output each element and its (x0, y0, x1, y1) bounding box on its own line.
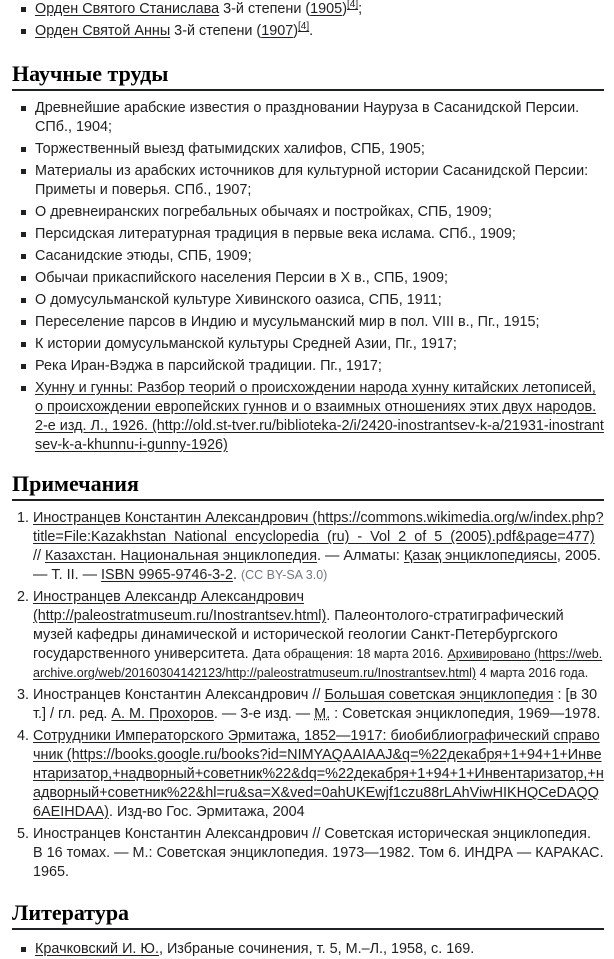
note-text: . (232, 567, 241, 583)
list-item: Обычаи прикаспийского населения Персии в X в., СПБ, 1909; (12, 269, 604, 288)
year-link[interactable]: 1907 (261, 23, 294, 39)
list-item: О древнеиранских погребальных обычаях и постройках, СПБ, 1909; (12, 203, 604, 222)
note-item (33, 588, 604, 683)
order-end: ; (358, 1, 363, 17)
order-link[interactable]: Орден Святого Станислава (35, 1, 220, 17)
note-link[interactable]: Большая советская энциклопедия (324, 687, 554, 703)
note-text: . Изд-во Гос. Эрмитажа, 2004 (108, 804, 305, 820)
list-item (12, 379, 604, 455)
license-label: (CC BY-SA 3.0) (240, 568, 328, 582)
notes-list (12, 509, 604, 882)
works-list (12, 99, 604, 455)
work-link[interactable]: Хунну и гунны: Разбор теорий о происхождении народа хунну китайских летописей, о происхождении европейских гуннов и о взаимных отношениях этих двух народов. 2-е изд. Л., 1926. (http://old.st-tver.ru/biblioteka-2/i/2420-inostrantsev-k-a/21931-inostrantsev-k-a-khunnu-i-gunny-1926) (35, 380, 604, 453)
note-text: . Палеонтолого-стратиграфический музей кафедры динамической и исторической геологии Санкт-Петербургского государственного университета. (33, 608, 564, 662)
archive-date: 4 марта 2016 года. (476, 666, 589, 680)
list-item: К истории домусульманской культуры Средней Азии, Пг., 1917; (12, 335, 604, 354)
note-link[interactable]: А. М. Прохоров (111, 706, 214, 722)
list-item: О домусульманской культуре Хивинского оазиса, СПБ, 1911; (12, 291, 604, 310)
year-link[interactable]: 1905 (310, 1, 343, 17)
note-text: . — 3-е изд. — (213, 706, 315, 722)
list-item (12, 940, 604, 959)
note-link[interactable]: Казахстан. Национальная энциклопедия (45, 548, 317, 564)
note-text: , 2005. — Т. II. — (33, 548, 601, 583)
note-item (33, 686, 604, 724)
author-link[interactable]: Крачковский И. Ю. (35, 941, 159, 957)
note-link[interactable]: Иностранцев Александр Александрович (http://paleostratmuseum.ru/Inostrantsev.html) (33, 589, 327, 624)
order-text: 3-й степени ( (170, 23, 262, 39)
note-item (33, 727, 604, 822)
city-abbr: М. (314, 706, 331, 722)
archive-link[interactable]: Архивировано (https://web.archive.org/web/20160304142123/http://paleostratmuseum.ru/Inostrantsev.html) (33, 647, 603, 680)
note-text: . — Алматы: (317, 548, 404, 564)
note-text: Иностранцев Константин Александрович // (33, 687, 325, 703)
order-text: 3-й степени ( (219, 1, 311, 17)
list-item: Древнейшие арабские известия о праздновании Науруза в Сасанидской Персии. СПб., 1904; (12, 99, 604, 137)
note-text: : Советская энциклопедия, 1969—1978. (330, 706, 601, 722)
notes-heading: Примечания (12, 471, 604, 501)
access-date: Дата обращения: 18 марта 2016. (252, 647, 444, 661)
order-close: ) (293, 23, 299, 39)
list-item: Персидская литературная традиция в первые века ислама. СПб., 1909; (12, 225, 604, 244)
literature-heading: Литература (12, 900, 604, 930)
list-item: Сасанидские этюды, СПБ, 1909; (12, 247, 604, 266)
note-link[interactable]: Қазақ энциклопедиясы (403, 548, 557, 564)
list-item: Река Иран-Вэджа в парсийской традиции. Пг., 1917; (12, 357, 604, 376)
note-link[interactable]: Сотрудники Императорского Эрмитажа, 1852—1917: биобиблиографический справочник (https://books.google.ru/books?id=NIMYAQAAIAAJ&q=%22декабря+1+94+1+Инвентаризатор,+надворный+советник%22&dq=%22декабря+1+94+1+Инвентаризатор,+надворный+советник%22&hl=ru&sa=X&ved=0ahUKEwjf1czu88rLAhViwHIKHQCeDAQQ6AEIHDAA) (33, 728, 604, 820)
note-item: 5. Иностранцев Константин Александрович // Советская историческая энциклопедия. В 16 томах. — М.: Советская энциклопедия. 1973—1982. Том 6. ИНДРА — КАРАКАС. 1965. (33, 825, 604, 882)
orders-list (12, 0, 604, 41)
list-item (12, 0, 604, 19)
reference-link[interactable]: [4] (346, 0, 359, 11)
order-end: . (309, 23, 314, 39)
note-text: : [в 30 т.] / гл. ред. (33, 687, 598, 722)
list-item: Торжественный выезд фатымидских халифов, СПБ, 1905; (12, 140, 604, 159)
note-text: // (33, 548, 45, 564)
order-close: ) (342, 1, 347, 17)
list-item: Переселение парсов в Индию и мусульманский мир в пол. VIII в., Пг., 1915; (12, 313, 604, 332)
list-item: Материалы из арабских источников для культурной истории Сасанидской Персии: Приметы и поверья. СПб., 1907; (12, 162, 604, 200)
reference-link[interactable]: [4] (298, 21, 310, 33)
lit-text: , Избраные сочинения, т. 5, М.–Л., 1958, с. 169. (158, 941, 475, 957)
list-item (12, 22, 604, 41)
literature-list (12, 940, 604, 959)
works-heading: Научные труды (12, 61, 604, 91)
isbn-link[interactable]: ISBN 9965-9746-3-2 (100, 567, 233, 583)
order-link[interactable]: Орден Святой Анны (35, 23, 171, 39)
note-item (33, 509, 604, 585)
note-link[interactable]: Иностранцев Константин Александрович (https://commons.wikimedia.org/w/index.php?title=File:Kazakhstan_National_encyclopedia_(ru)_-_Vol_2_of_5_(2005).pdf&page=477) (33, 510, 604, 545)
